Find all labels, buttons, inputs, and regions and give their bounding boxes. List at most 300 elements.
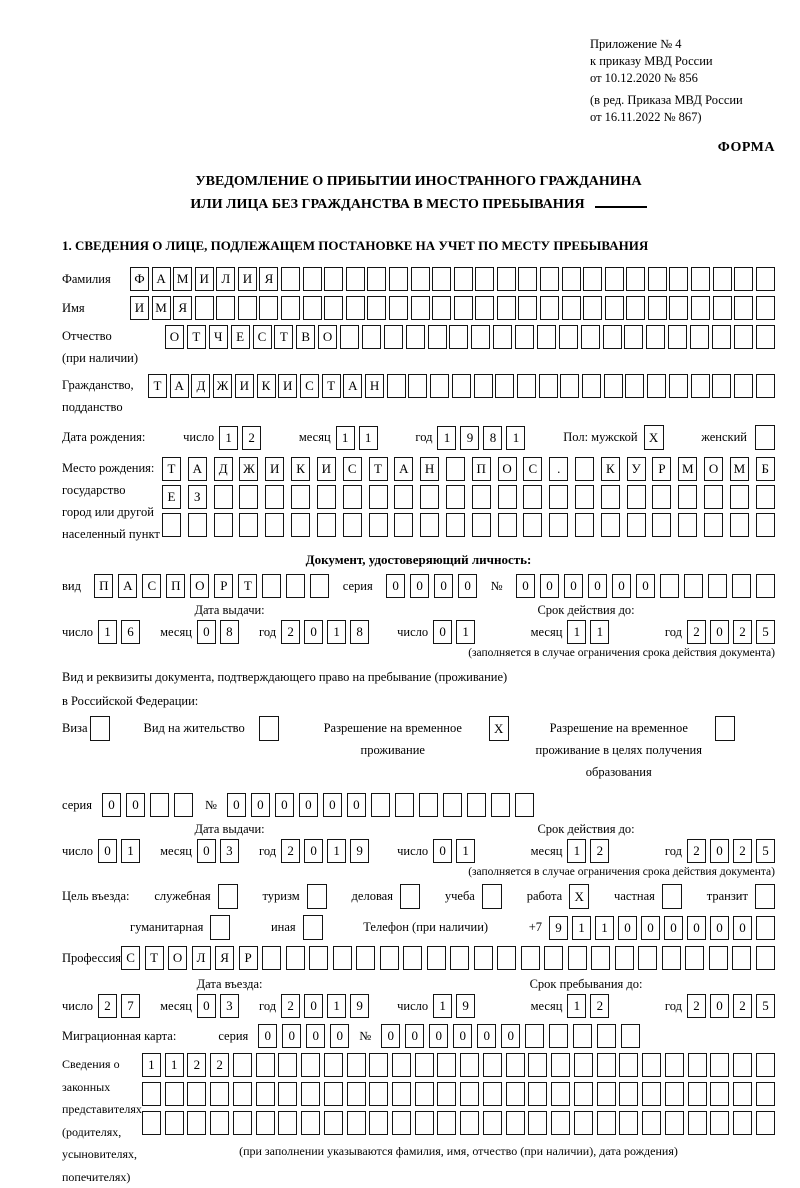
- form-cell: 0: [386, 574, 405, 598]
- birthplace-block: [62, 457, 775, 545]
- form-cell: [669, 296, 688, 320]
- form-cell: 2: [687, 839, 706, 863]
- form-cell: 2: [242, 426, 261, 450]
- phone-prefix: +7: [528, 920, 542, 934]
- residence-doc-dates: [62, 822, 775, 878]
- form-cell: 3: [220, 994, 239, 1018]
- tourism-checkbox: [307, 884, 327, 909]
- form-cell: 0: [687, 916, 706, 940]
- residence-doc-options: [62, 716, 775, 783]
- stay-year: год 2 0 2 5: [665, 994, 775, 1018]
- form-cell: П: [94, 574, 113, 598]
- appendix-line: Приложение № 4: [590, 37, 682, 51]
- section1-heading: 1. СВЕДЕНИЯ О ЛИЦЕ, ПОДЛЕЖАЩЕМ ПОСТАНОВКЕ НА УЧЕТ ПО МЕСТУ ПРЕБЫВАНИЯ: [62, 238, 649, 253]
- form-cell: [730, 485, 749, 509]
- form-cell: [281, 267, 300, 291]
- form-cell: [214, 485, 233, 509]
- form-cell: [454, 296, 473, 320]
- form-cell: 0: [433, 620, 452, 644]
- form-cell: [539, 374, 558, 398]
- form-cell: 1: [437, 426, 456, 450]
- form-cell: Я: [215, 946, 234, 970]
- form-cell: [528, 1053, 547, 1077]
- form-cell: 3: [220, 839, 239, 863]
- form-cell: [265, 485, 284, 509]
- form-cell: В: [296, 325, 315, 349]
- form-cell: [597, 1053, 616, 1077]
- profession-label: Профессия: [62, 950, 122, 965]
- form-cell: А: [152, 267, 171, 291]
- form-cell: [367, 267, 386, 291]
- surname-row: [62, 267, 775, 291]
- form-cell: 0: [410, 574, 429, 598]
- form-cell: [549, 513, 568, 537]
- form-cell: 0: [102, 793, 121, 817]
- identity-doc-heading: Документ, удостоверяющий личность:: [305, 552, 532, 567]
- purpose-humanitarian: гуманитарная: [130, 915, 230, 940]
- form-cell: [419, 793, 438, 817]
- form-cell: О: [498, 457, 517, 481]
- doc-series-label: серия: [342, 578, 373, 593]
- form-cell: [690, 325, 709, 349]
- form-cell: [581, 325, 600, 349]
- form-cell: 0: [381, 1024, 400, 1048]
- birthdate-sex-row: [62, 425, 775, 450]
- form-cell: 2: [98, 994, 117, 1018]
- form-cell: 0: [98, 839, 117, 863]
- option-residence-permit: Вид на жительство: [144, 716, 279, 741]
- form-cell: Р: [239, 946, 258, 970]
- form-cell: З: [188, 485, 207, 509]
- form-cell: 1: [506, 426, 525, 450]
- form-cell: [642, 1082, 661, 1106]
- surname-label: Фамилия: [62, 271, 111, 286]
- form-cell: 0: [664, 916, 683, 940]
- form-cell: [734, 325, 753, 349]
- appendix-line: от 10.12.2020 № 856: [590, 71, 698, 85]
- form-cell: [597, 1111, 616, 1135]
- form-cell: .: [549, 457, 568, 481]
- stay-month: месяц 1 2: [531, 994, 610, 1018]
- form-cell: [369, 513, 388, 537]
- form-cell: 0: [299, 793, 318, 817]
- form-cell: [710, 1111, 729, 1135]
- form-cell: [498, 485, 517, 509]
- doc-number-cells: [516, 574, 775, 598]
- form-cell: 9: [350, 839, 369, 863]
- representatives-note: (при заполнении указываются фамилия, имя, отчество (при наличии), дата рождения): [239, 1144, 678, 1158]
- entry-purpose-row1: [62, 884, 775, 909]
- form-cell: [346, 267, 365, 291]
- form-cell: О: [318, 325, 337, 349]
- sex-male: Пол: мужской X: [563, 425, 663, 450]
- humanitarian-checkbox: [210, 915, 230, 940]
- form-cell: 1: [98, 620, 117, 644]
- form-cell: [601, 485, 620, 509]
- entry-day: число 2 7: [62, 994, 140, 1018]
- form-cell: [756, 946, 775, 970]
- form-cell: О: [190, 574, 209, 598]
- temp-residence-education-checkbox: [715, 716, 735, 741]
- form-cell: 1: [327, 994, 346, 1018]
- form-cell: 1: [327, 839, 346, 863]
- form-cell: [162, 513, 181, 537]
- purpose-other: иная: [271, 915, 323, 940]
- form-cell: [597, 1082, 616, 1106]
- form-cell: [652, 485, 671, 509]
- issue-year: год 2 0 1 8: [259, 620, 369, 644]
- form-cell: [262, 574, 281, 598]
- form-cell: [515, 325, 534, 349]
- purpose-official: служебная: [154, 884, 237, 909]
- form-cell: [238, 296, 257, 320]
- form-cell: [574, 1111, 593, 1135]
- form-cell: Т: [145, 946, 164, 970]
- form-cell: [605, 267, 624, 291]
- form-cell: [454, 267, 473, 291]
- form-cell: [460, 1082, 479, 1106]
- issue-day: число 1 6: [62, 620, 140, 644]
- form-cell: М: [678, 457, 697, 481]
- form-cell: [262, 946, 281, 970]
- form-cell: 1: [590, 620, 609, 644]
- form-cell: [392, 1082, 411, 1106]
- form-cell: [286, 946, 305, 970]
- entry-date-heading: Дата въезда:: [196, 977, 263, 991]
- issue-month: месяц 0 8: [160, 620, 239, 644]
- form-cell: Е: [162, 485, 181, 509]
- form-cell: [324, 1111, 343, 1135]
- form-cell: [544, 946, 563, 970]
- form-cell: [551, 1082, 570, 1106]
- valid-until-heading: Срок действия до:: [537, 603, 635, 617]
- form-cell: [174, 793, 193, 817]
- form-cell: [392, 1111, 411, 1135]
- form-cell: [467, 793, 486, 817]
- form-cell: [540, 296, 559, 320]
- sex-female: женский: [701, 425, 775, 450]
- form-cell: 1: [572, 916, 591, 940]
- form-cell: [437, 1082, 456, 1106]
- form-cell: [324, 267, 343, 291]
- valid-day: число 0 1: [397, 839, 475, 863]
- form-cell: [493, 325, 512, 349]
- issue-year: год 2 0 1 9: [259, 839, 369, 863]
- form-cell: [574, 1082, 593, 1106]
- form-cell: О: [704, 457, 723, 481]
- form-cell: И: [235, 374, 254, 398]
- form-cell: [392, 1053, 411, 1077]
- form-cell: 0: [347, 793, 366, 817]
- mc-number-label: №: [359, 1028, 372, 1043]
- form-cell: Д: [214, 457, 233, 481]
- transit-checkbox: [755, 884, 775, 909]
- option-temp-residence: Разрешение на временное проживание X: [305, 716, 509, 761]
- form-cell: [406, 325, 425, 349]
- form-cell: 0: [304, 994, 323, 1018]
- form-cell: 0: [540, 574, 559, 598]
- form-cell: [551, 1111, 570, 1135]
- form-cell: 0: [710, 994, 729, 1018]
- purpose-tourism: туризм: [263, 884, 327, 909]
- form-cell: [437, 1053, 456, 1077]
- form-cell: [712, 374, 731, 398]
- form-cell: [301, 1111, 320, 1135]
- form-cell: 1: [433, 994, 452, 1018]
- form-cell: 0: [636, 574, 655, 598]
- form-cell: [369, 1111, 388, 1135]
- form-cell: 0: [306, 1024, 325, 1048]
- birthdate-label: Дата рождения:: [62, 430, 146, 444]
- form-cell: 8: [350, 620, 369, 644]
- form-cell: [449, 325, 468, 349]
- form-cell: [380, 946, 399, 970]
- form-cell: Б: [756, 457, 775, 481]
- form-cell: [756, 374, 775, 398]
- patronymic-row: [62, 325, 775, 369]
- form-title: [62, 170, 775, 216]
- form-cell: Т: [148, 374, 167, 398]
- form-cell: [394, 513, 413, 537]
- form-cell: [356, 946, 375, 970]
- form-cell: [165, 1111, 184, 1135]
- form-cell: 2: [687, 620, 706, 644]
- identity-doc-dates: [62, 603, 775, 659]
- phone-group: [529, 916, 775, 940]
- form-cell: 0: [126, 793, 145, 817]
- form-cell: 0: [612, 574, 631, 598]
- form-cell: 0: [588, 574, 607, 598]
- form-cell: [597, 1024, 616, 1048]
- form-cell: [256, 1053, 275, 1077]
- form-cell: [395, 793, 414, 817]
- form-cell: [317, 485, 336, 509]
- entry-year: год 2 0 1 9: [259, 994, 369, 1018]
- form-cell: [549, 1024, 568, 1048]
- form-cell: [367, 296, 386, 320]
- form-cell: [389, 296, 408, 320]
- form-cell: [233, 1111, 252, 1135]
- form-cell: А: [343, 374, 362, 398]
- form-cell: [369, 485, 388, 509]
- form-cell: 0: [251, 793, 270, 817]
- form-cell: П: [166, 574, 185, 598]
- form-cell: [732, 574, 751, 598]
- form-cell: [239, 513, 258, 537]
- form-cell: [710, 1053, 729, 1077]
- form-cell: 5: [756, 839, 775, 863]
- form-cell: 2: [590, 994, 609, 1018]
- form-cell: С: [142, 574, 161, 598]
- form-cell: 2: [187, 1053, 206, 1077]
- doc-kind-cells: [94, 574, 329, 598]
- residence-doc-intro: Вид и реквизиты документа, подтверждающего право на пребывание (проживание) в Российской Федерации:: [62, 670, 508, 708]
- form-cell: [678, 485, 697, 509]
- representatives-block: [62, 1053, 775, 1188]
- form-cell: [678, 513, 697, 537]
- amendment-line: (в ред. Приказа МВД России: [590, 93, 743, 107]
- form-cell: [427, 946, 446, 970]
- citizenship-label: Гражданство, подданство: [62, 378, 134, 414]
- form-cell: [517, 374, 536, 398]
- form-cell: [452, 374, 471, 398]
- form-cell: [483, 1082, 502, 1106]
- form-cell: Т: [187, 325, 206, 349]
- form-cell: Ф: [130, 267, 149, 291]
- form-cell: [549, 485, 568, 509]
- private-checkbox: [662, 884, 682, 909]
- residence-doc-series-row: [62, 793, 775, 817]
- form-cell: 0: [405, 1024, 424, 1048]
- form-cell: [291, 513, 310, 537]
- form-cell: [403, 946, 422, 970]
- form-cell: [428, 325, 447, 349]
- form-cell: [648, 296, 667, 320]
- form-cell: [471, 325, 490, 349]
- form-cell: [432, 267, 451, 291]
- form-cell: [685, 946, 704, 970]
- form-cell: [688, 1053, 707, 1077]
- form-cell: [624, 325, 643, 349]
- form-cell: Р: [652, 457, 671, 481]
- form-cell: [347, 1082, 366, 1106]
- form-cell: 0: [710, 839, 729, 863]
- form-cell: [233, 1053, 252, 1077]
- form-cell: Я: [173, 296, 192, 320]
- form-cell: [518, 296, 537, 320]
- form-cell: Я: [259, 267, 278, 291]
- form-cell: [551, 1053, 570, 1077]
- form-cell: М: [173, 267, 192, 291]
- form-cell: 9: [350, 994, 369, 1018]
- form-cell: 1: [567, 620, 586, 644]
- valid-year: год 2 0 2 5: [665, 620, 775, 644]
- form-cell: [626, 267, 645, 291]
- form-cell: Ч: [209, 325, 228, 349]
- form-cell: [562, 267, 581, 291]
- birthplace-label: Место рождения: государство город или другой населенный пункт: [62, 461, 160, 541]
- form-cell: [575, 457, 594, 481]
- doc-series-cells: [386, 574, 477, 598]
- form-cell: [619, 1082, 638, 1106]
- form-cell: [210, 1082, 229, 1106]
- option-temp-residence-education: Разрешение на временное проживание в целях получения образования: [531, 716, 735, 783]
- form-cell: [691, 374, 710, 398]
- form-cell: [619, 1053, 638, 1077]
- form-cell: [309, 946, 328, 970]
- form-cell: [450, 946, 469, 970]
- form-cell: [709, 946, 728, 970]
- form-cell: [734, 296, 753, 320]
- residence-permit-checkbox: [259, 716, 279, 741]
- form-cell: Т: [162, 457, 181, 481]
- issue-month: месяц 0 3: [160, 839, 239, 863]
- form-cell: [474, 946, 493, 970]
- identity-doc-row: [62, 574, 775, 598]
- form-cell: [495, 374, 514, 398]
- form-cell: 0: [227, 793, 246, 817]
- migration-card-row: [62, 1024, 775, 1048]
- form-cell: [642, 1053, 661, 1077]
- form-cell: [605, 296, 624, 320]
- surname-cells: [130, 267, 775, 291]
- form-cell: [497, 296, 516, 320]
- form-cell: 0: [453, 1024, 472, 1048]
- form-cell: [506, 1111, 525, 1135]
- form-cell: [303, 296, 322, 320]
- form-cell: Л: [192, 946, 211, 970]
- form-cell: [668, 325, 687, 349]
- purpose-private: частная: [614, 884, 682, 909]
- form-cell: [301, 1082, 320, 1106]
- form-cell: [387, 374, 406, 398]
- form-cell: [540, 267, 559, 291]
- form-cell: [756, 916, 775, 940]
- form-cell: 2: [281, 839, 300, 863]
- form-title-line1: УВЕДОМЛЕНИЕ О ПРИБЫТИИ ИНОСТРАННОГО ГРАЖДАНИНА: [195, 174, 642, 189]
- form-cell: О: [168, 946, 187, 970]
- form-cell: 8: [220, 620, 239, 644]
- form-cell: [537, 325, 556, 349]
- form-cell: 2: [733, 620, 752, 644]
- mc-number-cells: [381, 1024, 640, 1048]
- form-cell: [446, 457, 465, 481]
- form-cell: 0: [733, 916, 752, 940]
- form-cell: [691, 296, 710, 320]
- form-cell: [460, 1111, 479, 1135]
- form-cell: [582, 374, 601, 398]
- form-cell: [411, 267, 430, 291]
- form-cell: А: [170, 374, 189, 398]
- residence-series-cells: [102, 793, 193, 817]
- patronymic-cells: [165, 325, 775, 349]
- form-cell: [756, 574, 775, 598]
- form-cell: Т: [369, 457, 388, 481]
- form-cell: [303, 267, 322, 291]
- purpose-work: работа X: [527, 884, 589, 909]
- representatives-cells: [142, 1053, 775, 1159]
- doc-kind-label: вид: [62, 578, 81, 593]
- form-cell: [340, 325, 359, 349]
- form-cell: [408, 374, 427, 398]
- form-cell: [559, 325, 578, 349]
- form-cell: [638, 946, 657, 970]
- form-cell: [734, 374, 753, 398]
- patronymic-label: Отчество (при наличии): [62, 329, 139, 365]
- form-cell: [384, 325, 403, 349]
- form-cell: [239, 485, 258, 509]
- form-cell: И: [265, 457, 284, 481]
- form-cell: [665, 1053, 684, 1077]
- form-cell: [415, 1053, 434, 1077]
- form-cell: [756, 1053, 775, 1077]
- form-cell: 2: [281, 994, 300, 1018]
- form-cell: [626, 296, 645, 320]
- form-cell: [575, 485, 594, 509]
- form-cell: [688, 1082, 707, 1106]
- form-cell: [317, 513, 336, 537]
- form-cell: К: [601, 457, 620, 481]
- study-checkbox: [482, 884, 502, 909]
- form-cell: Е: [231, 325, 250, 349]
- form-cell: [583, 296, 602, 320]
- issue-date-heading: Дата выдачи:: [194, 603, 265, 617]
- form-cell: 0: [275, 793, 294, 817]
- form-cell: [324, 1053, 343, 1077]
- form-cell: [621, 1024, 640, 1048]
- form-cell: [491, 793, 510, 817]
- form-cell: [256, 1082, 275, 1106]
